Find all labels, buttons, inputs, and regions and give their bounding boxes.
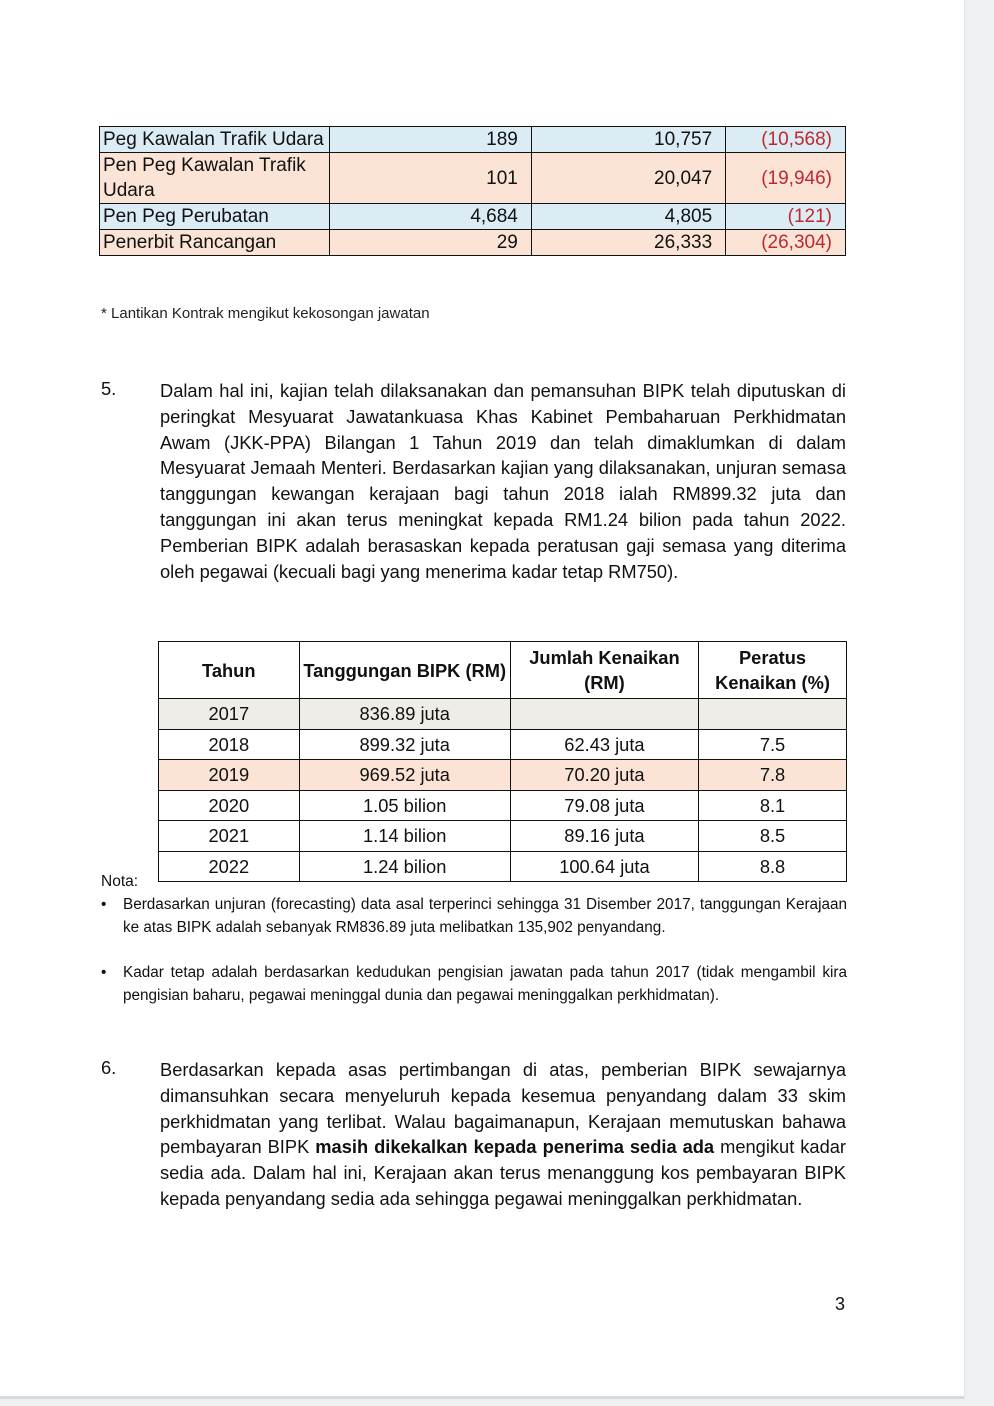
increase-cell: 100.64 juta (510, 851, 698, 882)
nota-item-text: Kadar tetap adalah berdasarkan kedudukan pengisian jawatan pada tahun 2017 (tidak mengambil kira pengisian baharu, pegawai meninggal dunia dan pegawai meninggalkan perkhidmatan). (123, 964, 847, 1004)
difference-cell: (19,946) (726, 153, 846, 204)
increase-cell (510, 699, 698, 730)
header-tahun: Tahun (159, 642, 300, 699)
percent-cell: 8.1 (699, 790, 847, 821)
difference-cell: (121) (726, 204, 846, 230)
position-name-cell: Penerbit Rancangan (100, 230, 330, 256)
value-a-cell: 189 (329, 127, 531, 153)
nota-item-text: Berdasarkan unjuran (forecasting) data asal terperinci sehingga 31 Disember 2017, tanggungan Kerajaan ke atas BIPK adalah sebanyak RM836.89 juta melibatkan 135,902 penyandang. (123, 896, 847, 936)
difference-cell: (10,568) (726, 127, 846, 153)
header-jumlah-kenaikan: Jumlah Kenaikan (RM) (510, 642, 698, 699)
header-tanggungan: Tanggungan BIPK (RM) (299, 642, 510, 699)
nota-label: Nota: (101, 873, 139, 890)
paragraph-5: Dalam hal ini, kajian telah dilaksanakan dan pemansuhan BIPK telah diputuskan di peringkat Mesyuarat Jawatankuasa Khas Kabinet Pembaharuan Perkhidmatan Awam (JKK-PPA) Bilangan 1 Tahun 2019 dan telah dimaklumkan di dalam Mesyuarat Jemaah Menteri. Berdasarkan kajian yang dilaksanakan, unjuran semasa tanggungan kewangan kerajaan bagi tahun 2018 ialah RM899.32 juta dan tanggungan ini akan terus meningkat kepada RM1.24 bilion pada tahun 2022. Pemberian BIPK adalah berasaskan kepada peratusan gaji semasa yang diterima oleh pegawai (kecuali bagi yang menerima kadar tetap RM750). (160, 380, 846, 582)
liability-cell: 969.52 juta (299, 760, 510, 791)
year-cell: 2022 (159, 851, 300, 882)
increase-cell: 62.43 juta (510, 729, 698, 760)
bullet-icon: • (101, 896, 107, 913)
percent-cell: 7.5 (699, 729, 847, 760)
liability-cell: 1.05 bilion (299, 790, 510, 821)
year-cell: 2021 (159, 821, 300, 852)
paragraph-5-number: 5. (101, 378, 117, 399)
header-peratus-kenaikan: Peratus Kenaikan (%) (699, 642, 847, 699)
percent-cell: 7.8 (699, 760, 847, 791)
page-number: 3 (835, 1294, 846, 1314)
year-cell: 2019 (159, 760, 300, 791)
paragraph-6-emphasis: masih dikekalkan kepada penerima sedia ada (315, 1136, 715, 1158)
table-row (100, 230, 846, 256)
value-a-cell: 29 (329, 230, 531, 256)
table-row (159, 851, 847, 882)
table-row (159, 821, 847, 852)
percent-cell: 8.8 (699, 851, 847, 882)
year-cell: 2020 (159, 790, 300, 821)
table-row (159, 699, 847, 730)
position-name-cell: Pen Peg Kawalan Trafik Udara (100, 153, 330, 204)
table-row (100, 204, 846, 230)
value-b-cell: 26,333 (531, 230, 725, 256)
table-row (159, 729, 847, 760)
table-row (159, 760, 847, 791)
percent-cell (699, 699, 847, 730)
liability-cell: 1.14 bilion (299, 821, 510, 852)
position-name-cell: Peg Kawalan Trafik Udara (100, 127, 330, 153)
year-cell: 2018 (159, 729, 300, 760)
table-header-row (159, 642, 847, 699)
table-row (100, 127, 846, 153)
paragraph-6 (160, 1057, 846, 1212)
difference-cell: (26,304) (726, 230, 846, 256)
value-b-cell: 10,757 (531, 127, 725, 153)
paragraph-6-text: Berdasarkan kepada asas pertimbangan di atas, pemberian BIPK sewajarnya dimansuhkan secara menyeluruh kepada kesemua penyandang dalam 33 skim perkhidmatan yang terlibat. Walau bagaimanapun, Kerajaan memutuskan bahawa pembayaran BIPK (160, 1059, 846, 1158)
paragraph-6-text-end: mengikut kadar sedia ada. Dalam hal ini, Kerajaan akan terus menanggung kos pembayaran BIPK kepada penyandang sedia ada sehingga pegawai meninggalkan perkhidmatan. (160, 1136, 846, 1209)
value-b-cell: 4,805 (531, 204, 725, 230)
table-footnote: * Lantikan Kontrak mengikut kekosongan jawatan (101, 305, 430, 322)
year-cell: 2017 (159, 699, 300, 730)
table-row (159, 790, 847, 821)
nota-item (101, 893, 847, 939)
percent-cell: 8.5 (699, 821, 847, 852)
value-b-cell: 20,047 (531, 153, 725, 204)
increase-cell: 70.20 juta (510, 760, 698, 791)
bipk-liability-table (158, 641, 847, 882)
value-a-cell: 4,684 (329, 204, 531, 230)
liability-cell: 836.89 juta (299, 699, 510, 730)
liability-cell: 1.24 bilion (299, 851, 510, 882)
positions-table (99, 126, 846, 256)
nota-list (101, 893, 847, 1029)
table-row (100, 153, 846, 204)
increase-cell: 79.08 juta (510, 790, 698, 821)
increase-cell: 89.16 juta (510, 821, 698, 852)
bullet-icon: • (101, 964, 107, 981)
nota-item (101, 961, 847, 1007)
position-name-cell: Pen Peg Perubatan (100, 204, 330, 230)
liability-cell: 899.32 juta (299, 729, 510, 760)
paragraph-6-number: 6. (101, 1057, 117, 1078)
value-a-cell: 101 (329, 153, 531, 204)
